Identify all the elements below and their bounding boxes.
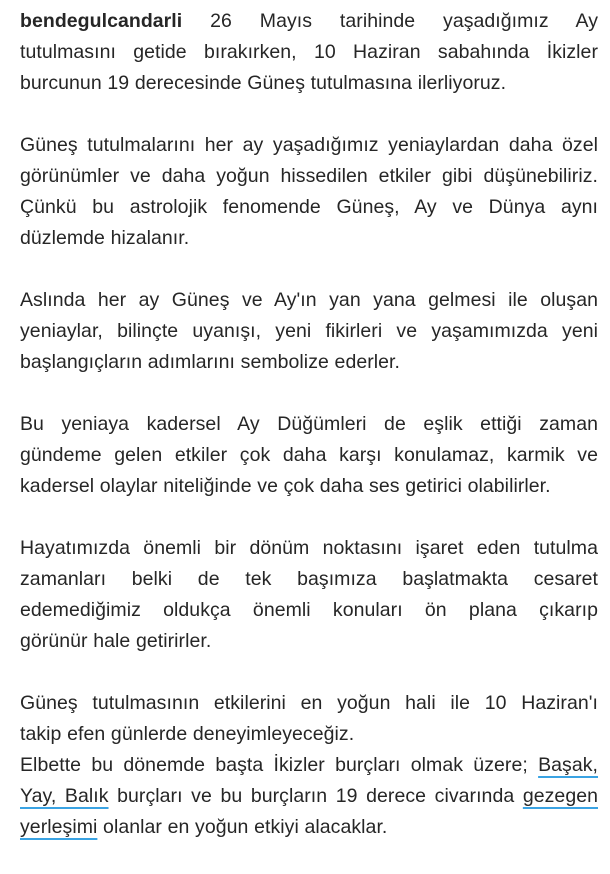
caption-line (20, 750, 598, 781)
spellcheck-underlined-word: gezegen (522, 785, 599, 807)
caption-paragraph-5 (20, 533, 598, 657)
caption-line: görünür hale getirirler. (20, 630, 212, 652)
caption-text: Elbette bu dönemde başta İkizler burçları olmak üzere; (20, 754, 528, 776)
caption-line (20, 6, 598, 37)
caption-line: başlangıçların adımlarını sembolize ederler. (20, 351, 400, 373)
caption-line: edemediğimiz oldukça önemli konuları ön plana çıkarıp (20, 599, 598, 621)
caption-line: Bu yeniaya kadersel Ay Düğümleri de eşlik ettiği zaman (20, 413, 598, 435)
caption-text: 26 Mayıs tarihinde yaşadığımız Ay (210, 10, 598, 32)
caption-line: yeniaylar, bilinçte uyanışı, yeni fikirleri ve yaşamımızda yeni (20, 320, 598, 342)
post-caption (20, 6, 598, 874)
caption-line: Güneş tutulmasının etkilerini en yoğun hali ile 10 Haziran'ı (20, 692, 598, 714)
caption-paragraph-3 (20, 285, 598, 378)
username-link[interactable]: bendegulcandarli (20, 10, 183, 32)
caption-line: Güneş tutulmalarını her ay yaşadığımız yeniaylardan daha özel (20, 134, 598, 156)
caption-line: görünümler ve daha yoğun hissedilen etkiler gibi düşünebiliriz. (20, 165, 598, 187)
caption-line: kadersel olaylar niteliğinde ve çok daha ses getirici olabilirler. (20, 475, 551, 497)
caption-line: gündeme gelen etkiler çok daha karşı konulamaz, karmik ve (20, 444, 598, 466)
caption-line: takip efen günlerde deneyimleyeceğiz. (20, 723, 355, 745)
spellcheck-underlined-word: Başak, (538, 754, 599, 776)
caption-paragraph-4 (20, 409, 598, 502)
caption-line (20, 781, 598, 812)
spellcheck-underlined-word: Yay, Balık (20, 785, 109, 807)
caption-line: tutulmasını getide bırakırken, 10 Haziran sabahında İkizler (20, 41, 598, 63)
caption-line: düzlemde hizalanır. (20, 227, 190, 249)
caption-line: Çünkü bu astrolojik fenomende Güneş, Ay ve Dünya aynı (20, 196, 598, 218)
caption-paragraph-1 (20, 6, 598, 99)
caption-text: burçları ve bu burçların 19 derece civarında (117, 785, 515, 807)
caption-text: olanlar en yoğun etkiyi alacaklar. (103, 816, 388, 838)
caption-line (20, 812, 598, 843)
caption-paragraph-6 (20, 688, 598, 843)
caption-line: zamanları belki de tek başımıza başlatmakta cesaret (20, 568, 598, 590)
caption-line: Hayatımızda önemli bir dönüm noktasını işaret eden tutulma (20, 537, 598, 559)
spellcheck-underlined-word: yerleşimi (20, 816, 98, 838)
caption-paragraph-2 (20, 130, 598, 254)
caption-line: Aslında her ay Güneş ve Ay'ın yan yana gelmesi ile oluşan (20, 289, 598, 311)
caption-line: burcunun 19 derecesinde Güneş tutulmasına ilerliyoruz. (20, 72, 507, 94)
